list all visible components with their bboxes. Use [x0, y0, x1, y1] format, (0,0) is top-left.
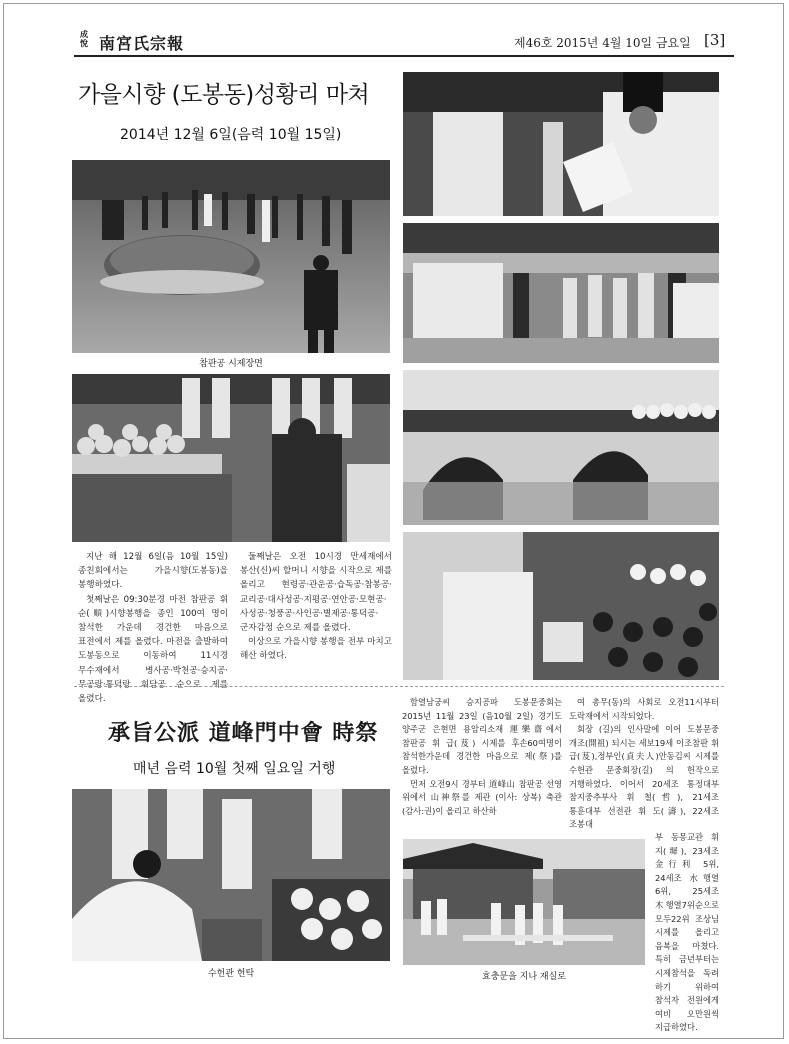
article1-col2-para-2: 이상으로 가을시향 봉행을 전부 마치고 해산 하였다. [240, 637, 392, 662]
page-number: [3] [704, 31, 726, 49]
article1-date-line: 2014년 12월 6일(음력 10월 15일) [120, 127, 342, 143]
article2-column-2-top [569, 696, 719, 832]
masthead-seal: 成悅 [80, 29, 88, 48]
article2-col1-para-2: 먼저 오전9시 경부터 道峰山 참판공 선영 위에서 山神祭를 제관 (이사: 상복) 축관 (감사:권)이 올리고 하산하 [402, 778, 562, 816]
article2-column-1 [402, 696, 562, 818]
paper-name: 南宮氏宗報 [99, 34, 185, 53]
article1-col2-para-1: 둘째날은 오전 10시경 만세재에서 봉산(신)씨 할머니 시향을 시작으로 제를 올리고 현령공·관운공·습독공·참봉공·교리공·대사성공·지평공·연안공·모현공·사성공·청풍공·사인공·별제공·통덕공·군자감정 순으로 제를 올렸다. [240, 552, 392, 634]
article2-subheadline: 매년 음력 10월 첫째 일요일 거행 [133, 761, 336, 777]
photo-bowing-ceremony [403, 370, 719, 525]
article1-headline: 가을시향 (도봉동)성황리 마쳐 [78, 82, 370, 108]
article2-headline: 承旨公派 道峰門中會 時祭 [108, 720, 379, 746]
article2-col2-para-2: 회장 (길)의 인사말에 이어 도봉문중 개조(開祖) 되시는 세보19세 이조참판 휘 급(芨),정부인(貞夫人)안동김씨 시제를 수헌관 문중회장(길) 의 헌작으로 거행하였다. 이어서 20세조 통정대부 참지중추부사 휘 철(哲), 21세조 통훈대부 선전관 휘 도(濤), 22세조 조봉대 [569, 724, 719, 830]
article1-column-2 [240, 550, 392, 664]
photo-food-offering [403, 532, 719, 680]
masthead-rule [74, 55, 734, 57]
article1-column-1 [78, 550, 228, 706]
issue-line: 제46호 2015년 4월 10일 금요일 [514, 36, 691, 50]
photo-altar-interior [72, 374, 390, 542]
article2-column-2-narrow [655, 831, 719, 1035]
newspaper-page [3, 3, 784, 1039]
article2-photo2-caption: 효충문을 지나 재실로 [482, 972, 566, 982]
photo-hall-procession [403, 223, 719, 363]
article2-photo1-caption: 수헌관 헌탁 [207, 969, 255, 979]
article1-col1-para-1: 지난 해 12월 6일(음 10월 15일)종친회에서는 가을시향(도봉동)을 봉행하였다. [78, 552, 228, 591]
photo-gate-procession [403, 839, 645, 965]
article2-col1-para-1: 함열남궁씨 승지공파 도봉문중회는 2015년 11월 23일 (음10월 2일) 경기도 양주군 은현면 용암리소재 運樂齋에서 참판공 휘 급(芨) 시제를 후손60여명이 참석한가운데 경건한 마음으로 제(祭)를 올렸다. [402, 697, 562, 775]
section-divider [74, 686, 724, 687]
photo-offering-wine [72, 789, 390, 961]
photo-tomb-ceremony [72, 160, 390, 353]
article1-photo1-caption: 참판공 시제장면 [199, 359, 263, 369]
article2-col2-para-1: 여 총무(동)의 사회로 오전11시부터 도락재에서 시작되었다. [569, 697, 719, 721]
photo-reading-ritual-text [403, 72, 719, 216]
article2-col2-narrow-text: 부 동몽교관 휘 지(墀), 23세조 金行利 5위, 24세조 水행열 6위, 25세조 木행열7위순으로 모두22위 조상님 시제를 올리고 음복을 마쳤다. 특히 금년부터는 시제참석을 독려 하기 위하여 참석자 전원에게 여비 오만원씩 지급하였다. [655, 832, 719, 1033]
article1-col1-para-2: 첫째날은 09:30분경 마전 참판공 휘 순(順)시향봉행을 종인 100여 명이 참석한 가운데 경건한 마음으로 표전에서 제를 올렸다. 마전을 출발하여 도봉동으로 이동하여 11시경 무수재에서 병사공·박천공·승지공·무공랑·통덕랑 휘담공 순으로 제를 올렸다. [78, 594, 228, 705]
